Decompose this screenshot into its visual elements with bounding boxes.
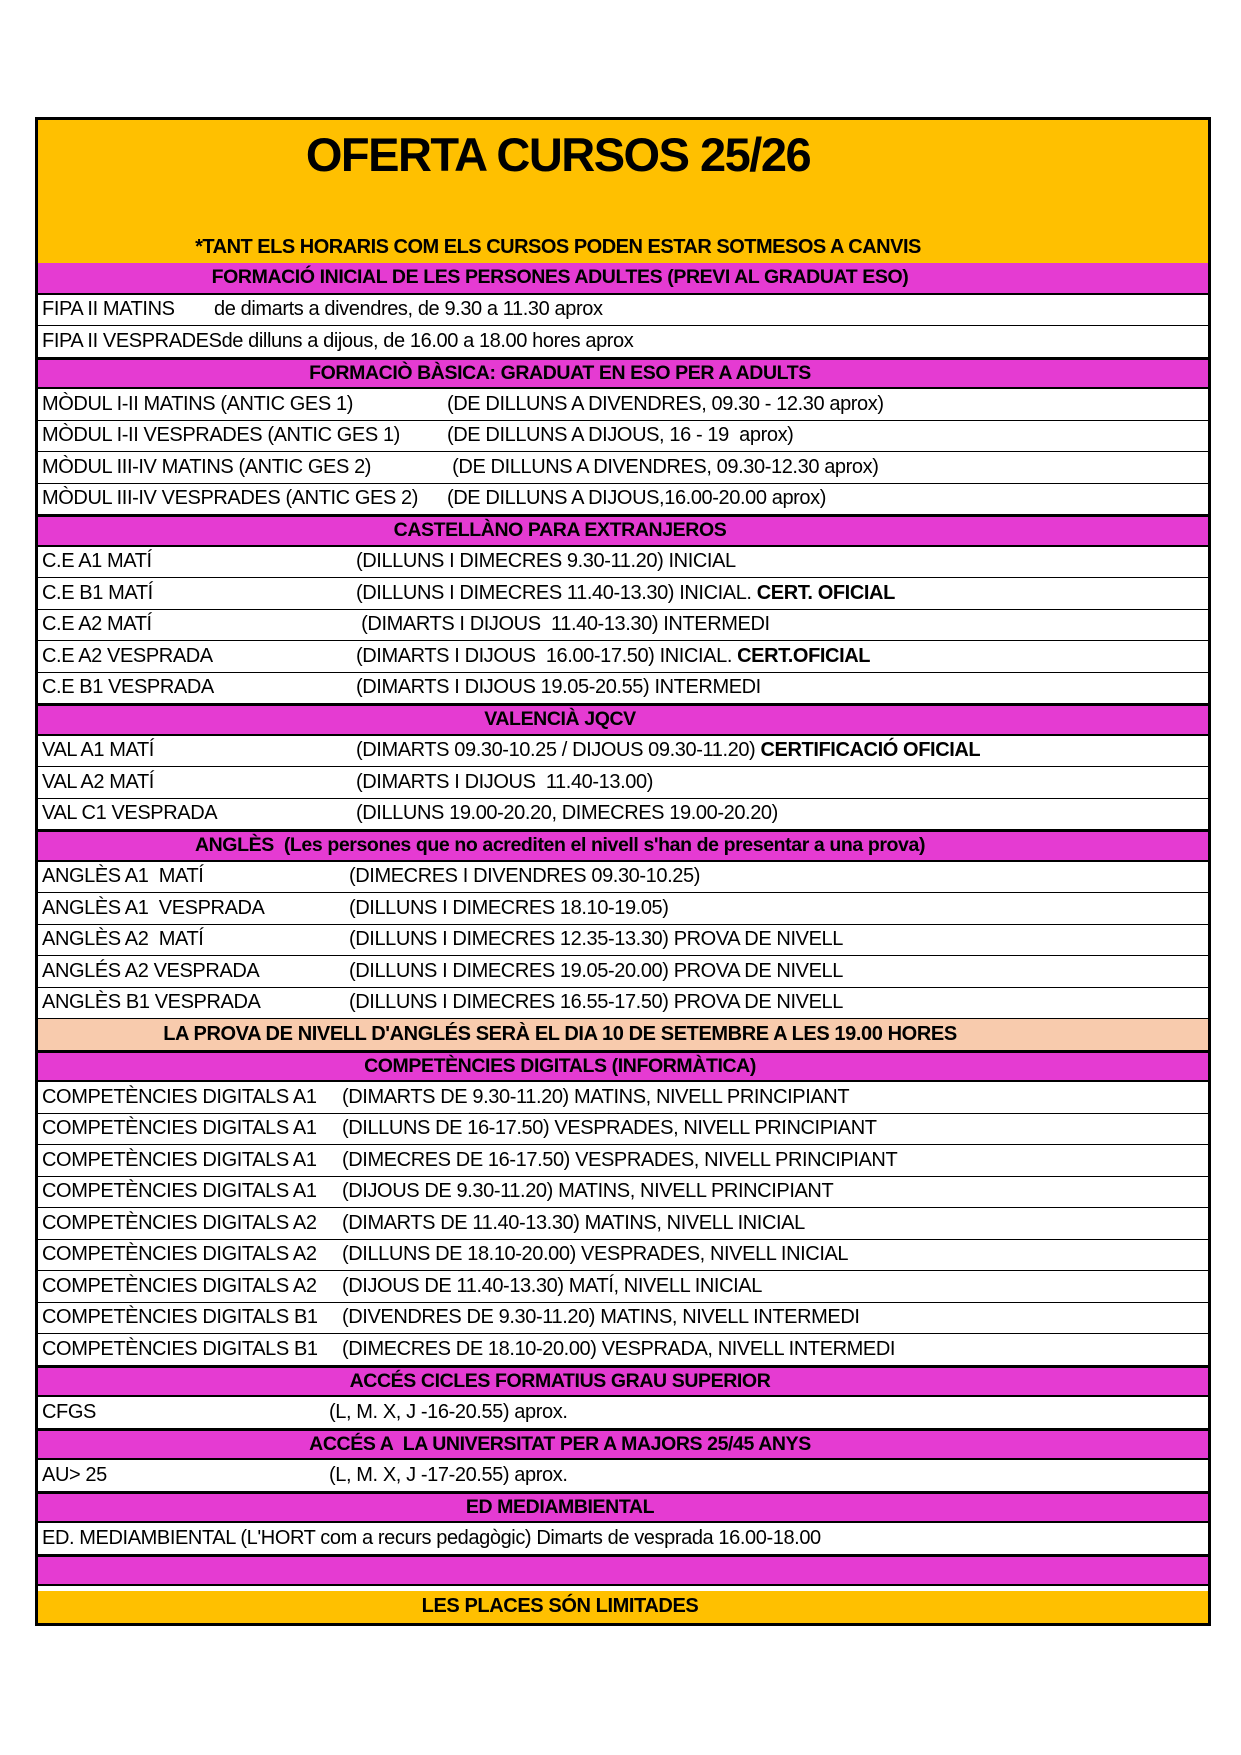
course-row (38, 1523, 1208, 1555)
course-detail-highlight: CERTIFICACIÓ OFICIAL (760, 739, 981, 762)
course-detail: (DILLUNS I DIMECRES 11.40-13.30) INICIAL. CERT. OFICIAL (356, 581, 895, 604)
course-row (38, 389, 1208, 421)
section-band-label: ED MEDIAMBIENTAL (465, 1495, 655, 1518)
page-title: OFERTA CURSOS 25/26 (305, 128, 811, 181)
section-band (38, 1051, 1208, 1083)
course-label: FIPA II VESPRADES (42, 329, 222, 352)
section-band (38, 1429, 1208, 1461)
course-label: C.E A2 VESPRADA (42, 644, 213, 667)
course-label: MÒDUL I-II MATINS (ANTIC GES 1) (42, 392, 353, 415)
course-label: COMPETÈNCIES DIGITALS B1 (42, 1337, 318, 1360)
course-row (38, 988, 1208, 1020)
course-detail: (DIMARTS I DIJOUS 11.40-13.00) (356, 770, 653, 793)
section-band-label: FORMACIÓ INICIAL DE LES PERSONES ADULTES (PREVI AL GRADUAT ESO) (211, 266, 909, 289)
course-row (38, 673, 1208, 705)
section-band (38, 704, 1208, 736)
course-detail: (DIVENDRES DE 9.30-11.20) MATINS, NIVELL INTERMEDI (342, 1306, 860, 1329)
course-row (38, 421, 1208, 453)
course-row (38, 641, 1208, 673)
course-row (38, 1460, 1208, 1492)
course-detail: de dimarts a divendres, de 9.30 a 11.30 aprox (214, 298, 603, 321)
course-row (38, 956, 1208, 988)
course-detail: (DILLUNS DE 16-17.50) VESPRADES, NIVELL PRINCIPIANT (342, 1117, 877, 1140)
course-label: ANGLÈS A1 MATÍ (42, 865, 204, 888)
course-detail: (DILLUNS I DIMECRES 16.55-17.50) PROVA DE NIVELL (349, 991, 843, 1014)
section-band-label: ACCÉS CICLES FORMATIUS GRAU SUPERIOR (349, 1369, 771, 1392)
course-detail: (L, M. X, J -16-20.55) aprox. (329, 1400, 568, 1423)
notice-band-label: LA PROVA DE NIVELL D'ANGLÉS SERÀ EL DIA 10 DE SETEMBRE A LES 19.00 HORES (163, 1022, 957, 1045)
course-row (38, 799, 1208, 831)
section-band-label: COMPETÈNCIES DIGITALS (INFORMÀTICA) (364, 1054, 756, 1077)
course-label: ANGLÈS A1 VESPRADA (42, 896, 265, 919)
course-row (38, 1240, 1208, 1272)
course-row (38, 326, 1208, 358)
course-label: COMPETÈNCIES DIGITALS A1 (42, 1180, 317, 1203)
course-label: AU> 25 (42, 1463, 107, 1486)
course-row (38, 1145, 1208, 1177)
course-label: VAL A1 MATÍ (42, 739, 154, 762)
course-row (38, 578, 1208, 610)
section-band-label: ACCÉS A LA UNIVERSITAT PER A MAJORS 25/45 ANYS (309, 1432, 811, 1455)
course-detail: (DILLUNS DE 18.10-20.00) VESPRADES, NIVELL INICIAL (342, 1243, 849, 1266)
footer-band-label: LES PLACES SÓN LIMITADES (421, 1595, 699, 1618)
course-detail: (L, M. X, J -17-20.55) aprox. (329, 1463, 568, 1486)
course-label: VAL A2 MATÍ (42, 770, 154, 793)
course-row (38, 736, 1208, 768)
section-band-label: ANGLÈS (Les persones que no acrediten el nivell s'han de presentar a una prova) (194, 834, 926, 857)
course-label: C.E A1 MATÍ (42, 550, 152, 573)
course-detail: (DIJOUS DE 11.40-13.30) MATÍ, NIVELL INICIAL (342, 1274, 762, 1297)
course-label: COMPETÈNCIES DIGITALS A1 (42, 1117, 317, 1140)
course-detail: (DIMECRES I DIVENDRES 09.30-10.25) (349, 865, 700, 888)
course-detail-highlight: CERT. OFICIAL (756, 581, 895, 604)
course-row (38, 893, 1208, 925)
course-row (38, 1082, 1208, 1114)
table-header (38, 120, 1208, 263)
course-detail: (DE DILLUNS A DIJOUS, 16 - 19 aprox) (447, 424, 794, 447)
course-row (38, 1114, 1208, 1146)
course-label: ANGLÈS A2 MATÍ (42, 928, 204, 951)
course-row (38, 767, 1208, 799)
course-label: ANGLÈS B1 VESPRADA (42, 991, 261, 1014)
course-detail: (DILLUNS I DIMECRES 12.35-13.30) PROVA DE NIVELL (349, 928, 843, 951)
course-detail-highlight: CERT.OFICIAL (737, 644, 871, 667)
course-detail: (DIMECRES DE 16-17.50) VESPRADES, NIVELL PRINCIPIANT (342, 1148, 898, 1171)
course-row (38, 1208, 1208, 1240)
course-row (38, 452, 1208, 484)
course-label: CFGS (42, 1400, 96, 1423)
course-row (38, 925, 1208, 957)
course-detail: (DIMARTS DE 9.30-11.20) MATINS, NIVELL PRINCIPIANT (342, 1085, 850, 1108)
course-detail: (DIMECRES DE 18.10-20.00) VESPRADA, NIVELL INTERMEDI (342, 1337, 896, 1360)
section-band (38, 263, 1208, 295)
course-label: MÒDUL III-IV VESPRADES (ANTIC GES 2) (42, 487, 419, 510)
section-band (38, 1366, 1208, 1398)
footer-band (38, 1591, 1208, 1623)
course-detail: (DIMARTS I DIJOUS 16.00-17.50) INICIAL. CERT.OFICIAL (356, 644, 871, 667)
course-detail: (DE DILLUNS A DIJOUS,16.00-20.00 aprox) (447, 487, 827, 510)
course-row (38, 1271, 1208, 1303)
empty-band (38, 1555, 1208, 1587)
course-table (35, 117, 1211, 1626)
course-label: VAL C1 VESPRADA (42, 802, 218, 825)
notice-band (38, 1019, 1208, 1051)
course-label: COMPETÈNCIES DIGITALS A2 (42, 1211, 317, 1234)
course-detail: (DILLUNS I DIMECRES 9.30-11.20) INICIAL (356, 550, 736, 573)
course-label: COMPETÈNCIES DIGITALS A2 (42, 1274, 317, 1297)
header-note: *TANT ELS HORARIS COM ELS CURSOS PODEN ESTAR SOTMESOS A CANVIS (195, 236, 921, 258)
section-band-label: CASTELLÀNO PARA EXTRANJEROS (393, 519, 727, 542)
course-label: C.E B1 VESPRADA (42, 676, 214, 699)
section-band (38, 830, 1208, 862)
course-detail: (DIMARTS I DIJOUS 19.05-20.55) INTERMEDI (356, 676, 761, 699)
course-label: COMPETÈNCIES DIGITALS A1 (42, 1148, 317, 1171)
section-band-label: VALENCIÀ JQCV (484, 708, 636, 731)
course-label: FIPA II MATINS (42, 298, 175, 321)
course-row (38, 484, 1208, 516)
table-rows (38, 263, 1208, 1623)
section-band (38, 358, 1208, 390)
course-label: C.E A2 MATÍ (42, 613, 152, 636)
course-row (38, 862, 1208, 894)
course-row (38, 1303, 1208, 1335)
course-label: ED. MEDIAMBIENTAL (L'HORT com a recurs pedagògic) Dimarts de vesprada 16.00-18.00 (42, 1526, 821, 1549)
course-detail: (DIMARTS 09.30-10.25 / DIJOUS 09.30-11.20) CERTIFICACIÓ OFICIAL (356, 739, 981, 762)
course-row (38, 295, 1208, 327)
course-label: MÒDUL III-IV MATINS (ANTIC GES 2) (42, 455, 372, 478)
course-detail: (DIJOUS DE 9.30-11.20) MATINS, NIVELL PRINCIPIANT (342, 1180, 834, 1203)
course-detail: (DIMARTS DE 11.40-13.30) MATINS, NIVELL INICIAL (342, 1211, 805, 1234)
course-row (38, 1177, 1208, 1209)
course-detail: (DE DILLUNS A DIVENDRES, 09.30-12.30 aprox) (447, 455, 879, 478)
course-detail: (DILLUNS I DIMECRES 18.10-19.05) (349, 896, 669, 919)
course-label: COMPETÈNCIES DIGITALS B1 (42, 1306, 318, 1329)
course-detail: de dilluns a dijous, de 16.00 a 18.00 hores aprox (221, 329, 634, 352)
course-detail: (DE DILLUNS A DIVENDRES, 09.30 - 12.30 aprox) (447, 392, 884, 415)
course-detail: (DIMARTS I DIJOUS 11.40-13.30) INTERMEDI (356, 613, 770, 636)
course-row (38, 547, 1208, 579)
course-label: MÒDUL I-II VESPRADES (ANTIC GES 1) (42, 424, 400, 447)
section-band (38, 515, 1208, 547)
course-row (38, 1397, 1208, 1429)
course-detail: (DILLUNS I DIMECRES 19.05-20.00) PROVA DE NIVELL (349, 959, 843, 982)
section-band (38, 1492, 1208, 1524)
course-label: ANGLÉS A2 VESPRADA (42, 959, 260, 982)
course-label: COMPETÈNCIES DIGITALS A2 (42, 1243, 317, 1266)
course-label: COMPETÈNCIES DIGITALS A1 (42, 1085, 317, 1108)
course-label: C.E B1 MATÍ (42, 581, 153, 604)
section-band-label: FORMACIÒ BÀSICA: GRADUAT EN ESO PER A ADULTS (309, 361, 811, 384)
course-detail: (DILLUNS 19.00-20.20, DIMECRES 19.00-20.20) (356, 802, 778, 825)
course-row (38, 1334, 1208, 1366)
course-row (38, 610, 1208, 642)
